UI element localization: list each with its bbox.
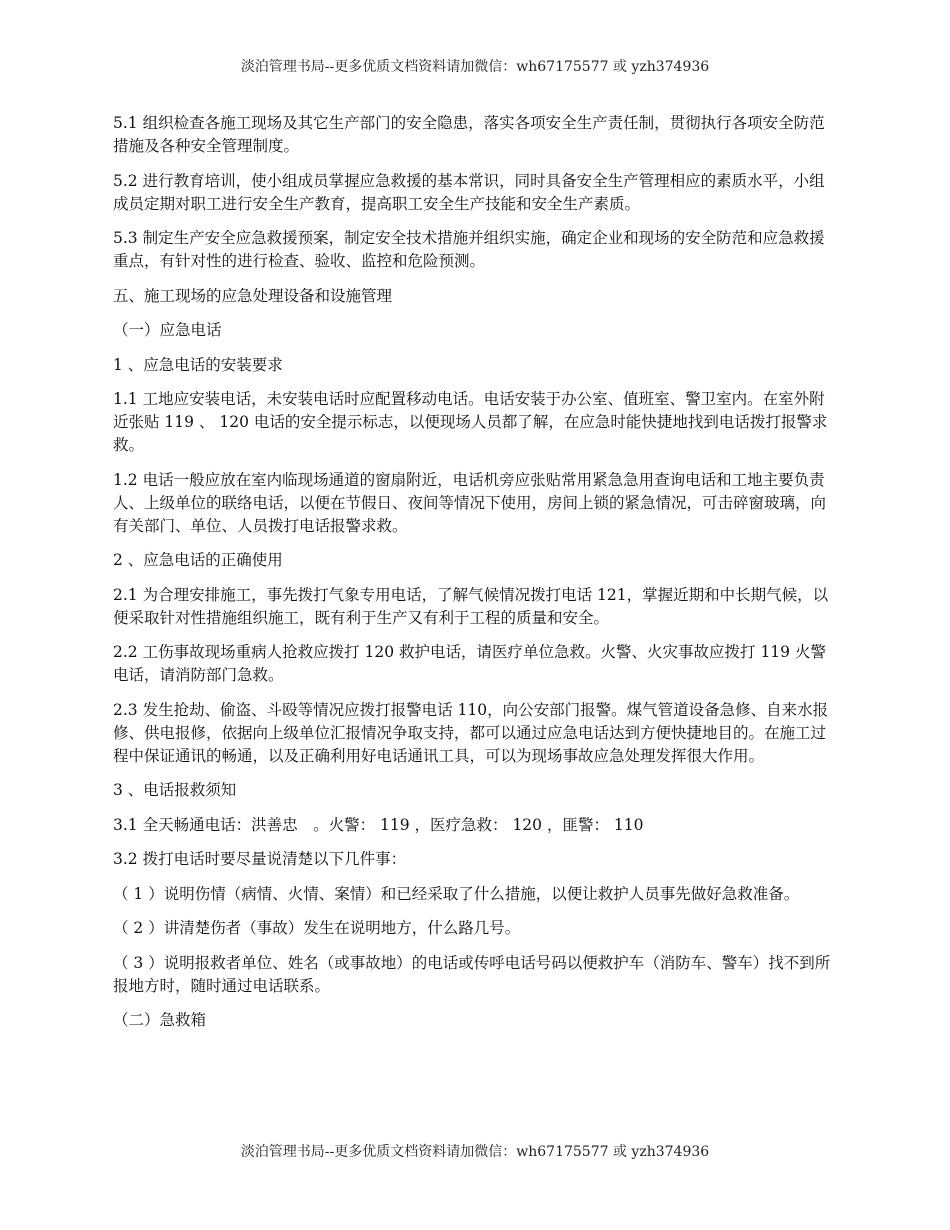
page-footer: 淡泊管理书局--更多优质文档资料请加微信：wh67175577 或 yzh374936 — [240, 1144, 710, 1160]
list-item-1: （ 1 ）说明伤情（病情、火情、案情）和已经采取了什么措施，以便让救护人员事先做好急救准备。 — [113, 884, 800, 903]
list-item-3: （ 3 ）说明报救者单位、姓名（或事故地）的电话或传呼电话号码以便救护车（消防车、警车）找不到所报地方时，随时通过电话联系。 — [113, 953, 831, 995]
paragraph-3-1: 3.1 全天畅通电话：洪善忠 。火警： 119 ，医疗急救： 120 ，匪警： 110 — [113, 815, 644, 834]
item-heading-installation: 1 、应急电话的安装要求 — [113, 355, 283, 374]
paragraph-5-2: 5.2 进行教育培训，使小组成员掌握应急救援的基本常识，同时具备安全生产管理相应的素质水平，小组成员定期对职工进行安全生产教育，提高职工安全生产技能和安全生产素质。 — [113, 171, 825, 213]
item-heading-correct-use: 2 、应急电话的正确使用 — [113, 551, 283, 569]
paragraph-1-2: 1.2 电话一般应放在室内临现场通道的窗扇附近，电话机旁应张贴常用紧急急用查询电话和工地主要负责人、上级单位的联络电话，以便在节假日、夜间等情况下使用，房间上锁的紧急情况，可击碎窗玻璃，向有关部门、单位、人员拨打电话报警求救。 — [113, 470, 827, 535]
item-heading-reporting: 3 、电话报救须知 — [113, 781, 237, 799]
paragraph-5-3: 5.3 制定生产安全应急救援预案，制定安全技术措施并组织实施，确定企业和现场的安全防范和应急救援重点，有针对性的进行检查、验收、监控和危险预测。 — [113, 229, 825, 270]
subsection-heading-emergency-phone: （一）应急电话 — [113, 321, 222, 339]
section-heading-5: 五、施工现场的应急处理设备和设施管理 — [113, 286, 393, 305]
list-item-2: （ 2 ）讲清楚伤者（事故）发生在说明地方，什么路几号。 — [113, 919, 521, 937]
paragraph-1-1: 1.1 工地应安装电话，未安装电话时应配置移动电话。电话安装于办公室、值班室、警卫室内。在室外附近张贴 119 、 120 电话的安全提示标志，以便现场人员都了解，在应急时能快捷地找到电话拨打报警求救。 — [113, 390, 828, 454]
page-header: 淡泊管理书局--更多优质文档资料请加微信：wh67175577 或 yzh374936 — [240, 59, 710, 75]
paragraph-2-3: 2.3 发生抢劫、偷盗、斗殴等情况应拨打报警电话 110，向公安部门报警。煤气管道设备急修、自来水报修、供电报修，依据向上级单位汇报情况争取支持，都可以通过应急电话达到方便快捷地目的。在施工过程中保证通讯的畅通，以及正确利用好电话通讯工具，可以为现场事故应急处理发挥很大作用。 — [113, 700, 829, 765]
paragraph-2-1: 2.1 为合理安排施工，事先拨打气象专用电话，了解气候情况拨打电话 121，掌握近期和中长期气候，以便采取针对性措施组织施工，既有利于生产又有利于工程的质量和安全。 — [113, 585, 829, 627]
subsection-heading-first-aid-kit: （二）急救箱 — [113, 1011, 207, 1029]
document-body — [113, 112, 835, 1044]
paragraph-5-1: 5.1 组织检查各施工现场及其它生产部门的安全隐患，落实各项安全生产责任制，贯彻执行各项安全防范措施及各种安全管理制度。 — [113, 114, 825, 155]
paragraph-3-2: 3.2 拨打电话时要尽量说清楚以下几件事： — [113, 850, 407, 868]
paragraph-2-2: 2.2 工伤事故现场重病人抢救应拨打 120 救护电话，请医疗单位急救。火警、火灾事故应拨打 119 火警电话，请消防部门急救。 — [113, 643, 826, 684]
